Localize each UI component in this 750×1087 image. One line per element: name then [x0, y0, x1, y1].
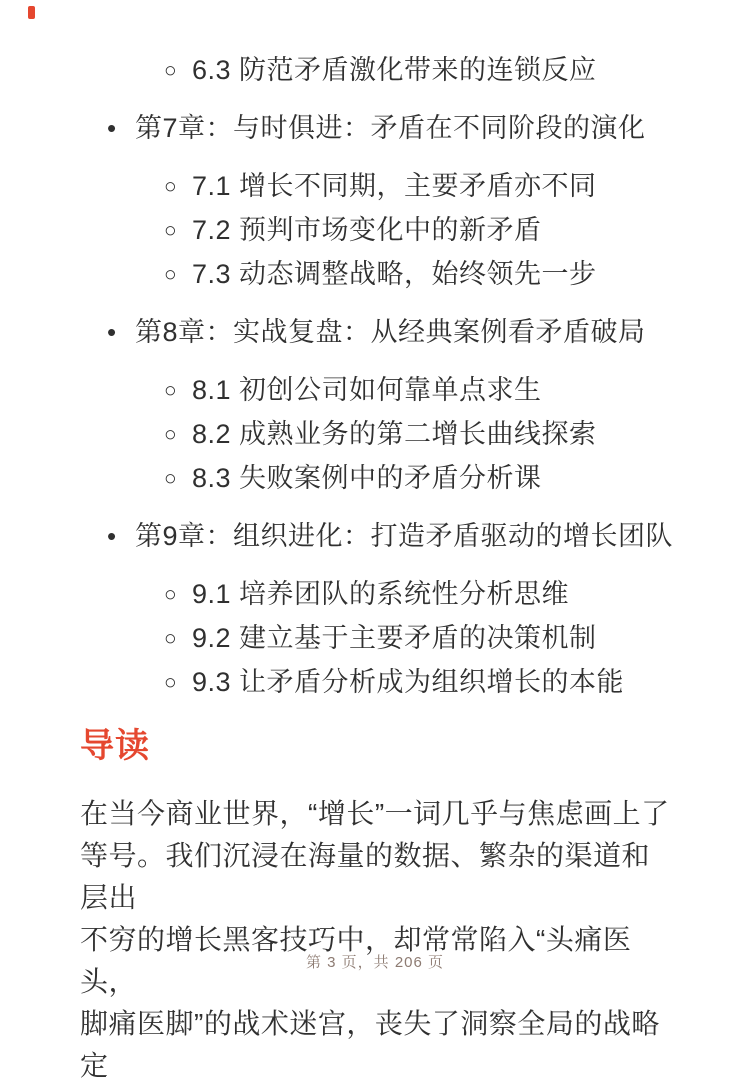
bullet-circle-icon: ○ [164, 671, 177, 694]
toc-item-label: 8.2 成熟业务的第二增长曲线探索 [192, 419, 597, 449]
toc-item-label: 9.2 建立基于主要矛盾的决策机制 [192, 623, 597, 653]
bullet-disc-icon: • [107, 317, 117, 347]
toc-item-label: 6.3 防范矛盾激化带来的连锁反应 [192, 55, 597, 85]
bullet-circle-icon: ○ [164, 467, 177, 490]
toc-item-label: 第9章：组织进化：打造矛盾驱动的增长团队 [135, 521, 674, 551]
intro-paragraph [80, 793, 670, 1087]
red-cursor-marker [28, 6, 35, 19]
paragraph-line: 在当今商业世界，“增长”一词几乎与焦虑画上了 [80, 798, 670, 829]
toc-section-item [164, 460, 670, 496]
bullet-circle-icon: ○ [164, 175, 177, 198]
paragraph-line: 不穷的增长黑客技巧中，却常常陷入“头痛医头， [80, 924, 632, 997]
toc-section-item [164, 256, 670, 292]
toc-item-label: 9.3 让矛盾分析成为组织增长的本能 [192, 667, 625, 697]
toc-chapter-item [107, 110, 670, 146]
toc-section-item [164, 620, 670, 656]
toc-section-item [164, 168, 670, 204]
bullet-circle-icon: ○ [164, 423, 177, 446]
toc-item-label: 第7章：与时俱进：矛盾在不同阶段的演化 [135, 113, 646, 143]
toc-item-label: 8.1 初创公司如何靠单点求生 [192, 375, 542, 405]
toc-chapter-item [107, 518, 674, 554]
page-footer: 第 3 页，共 206 页 [305, 954, 445, 971]
toc-item-label: 9.1 培养团队的系统性分析思维 [192, 579, 570, 609]
bullet-circle-icon: ○ [164, 59, 177, 82]
toc-section-item [164, 372, 670, 408]
paragraph-line: 脚痛医脚”的战术迷宫，丧失了洞察全局的战略定 [80, 1008, 660, 1081]
toc-item-label: 7.1 增长不同期，主要矛盾亦不同 [192, 171, 597, 201]
bullet-circle-icon: ○ [164, 627, 177, 650]
toc-section-item [164, 52, 670, 88]
toc-chapter-item [107, 314, 670, 350]
bullet-circle-icon: ○ [164, 219, 177, 242]
toc-section-item [164, 212, 670, 248]
toc-item-label: 7.2 预判市场变化中的新矛盾 [192, 215, 542, 245]
toc-item-label: 7.3 动态调整战略，始终领先一步 [192, 259, 597, 289]
toc-section-item [164, 576, 670, 612]
bullet-disc-icon: • [107, 113, 117, 143]
toc-section-item [164, 416, 670, 452]
section-heading: 导读 [80, 727, 150, 765]
bullet-circle-icon: ○ [164, 263, 177, 286]
toc-section-item [164, 664, 670, 700]
toc-item-label: 第8章：实战复盘：从经典案例看矛盾破局 [135, 317, 646, 347]
bullet-circle-icon: ○ [164, 583, 177, 606]
bullet-disc-icon: • [107, 521, 117, 551]
toc-item-label: 8.3 失败案例中的矛盾分析课 [192, 463, 542, 493]
table-of-contents [80, 48, 674, 704]
paragraph-line: 等号。我们沉浸在海量的数据、繁杂的渠道和层出 [80, 840, 651, 913]
bullet-circle-icon: ○ [164, 379, 177, 402]
